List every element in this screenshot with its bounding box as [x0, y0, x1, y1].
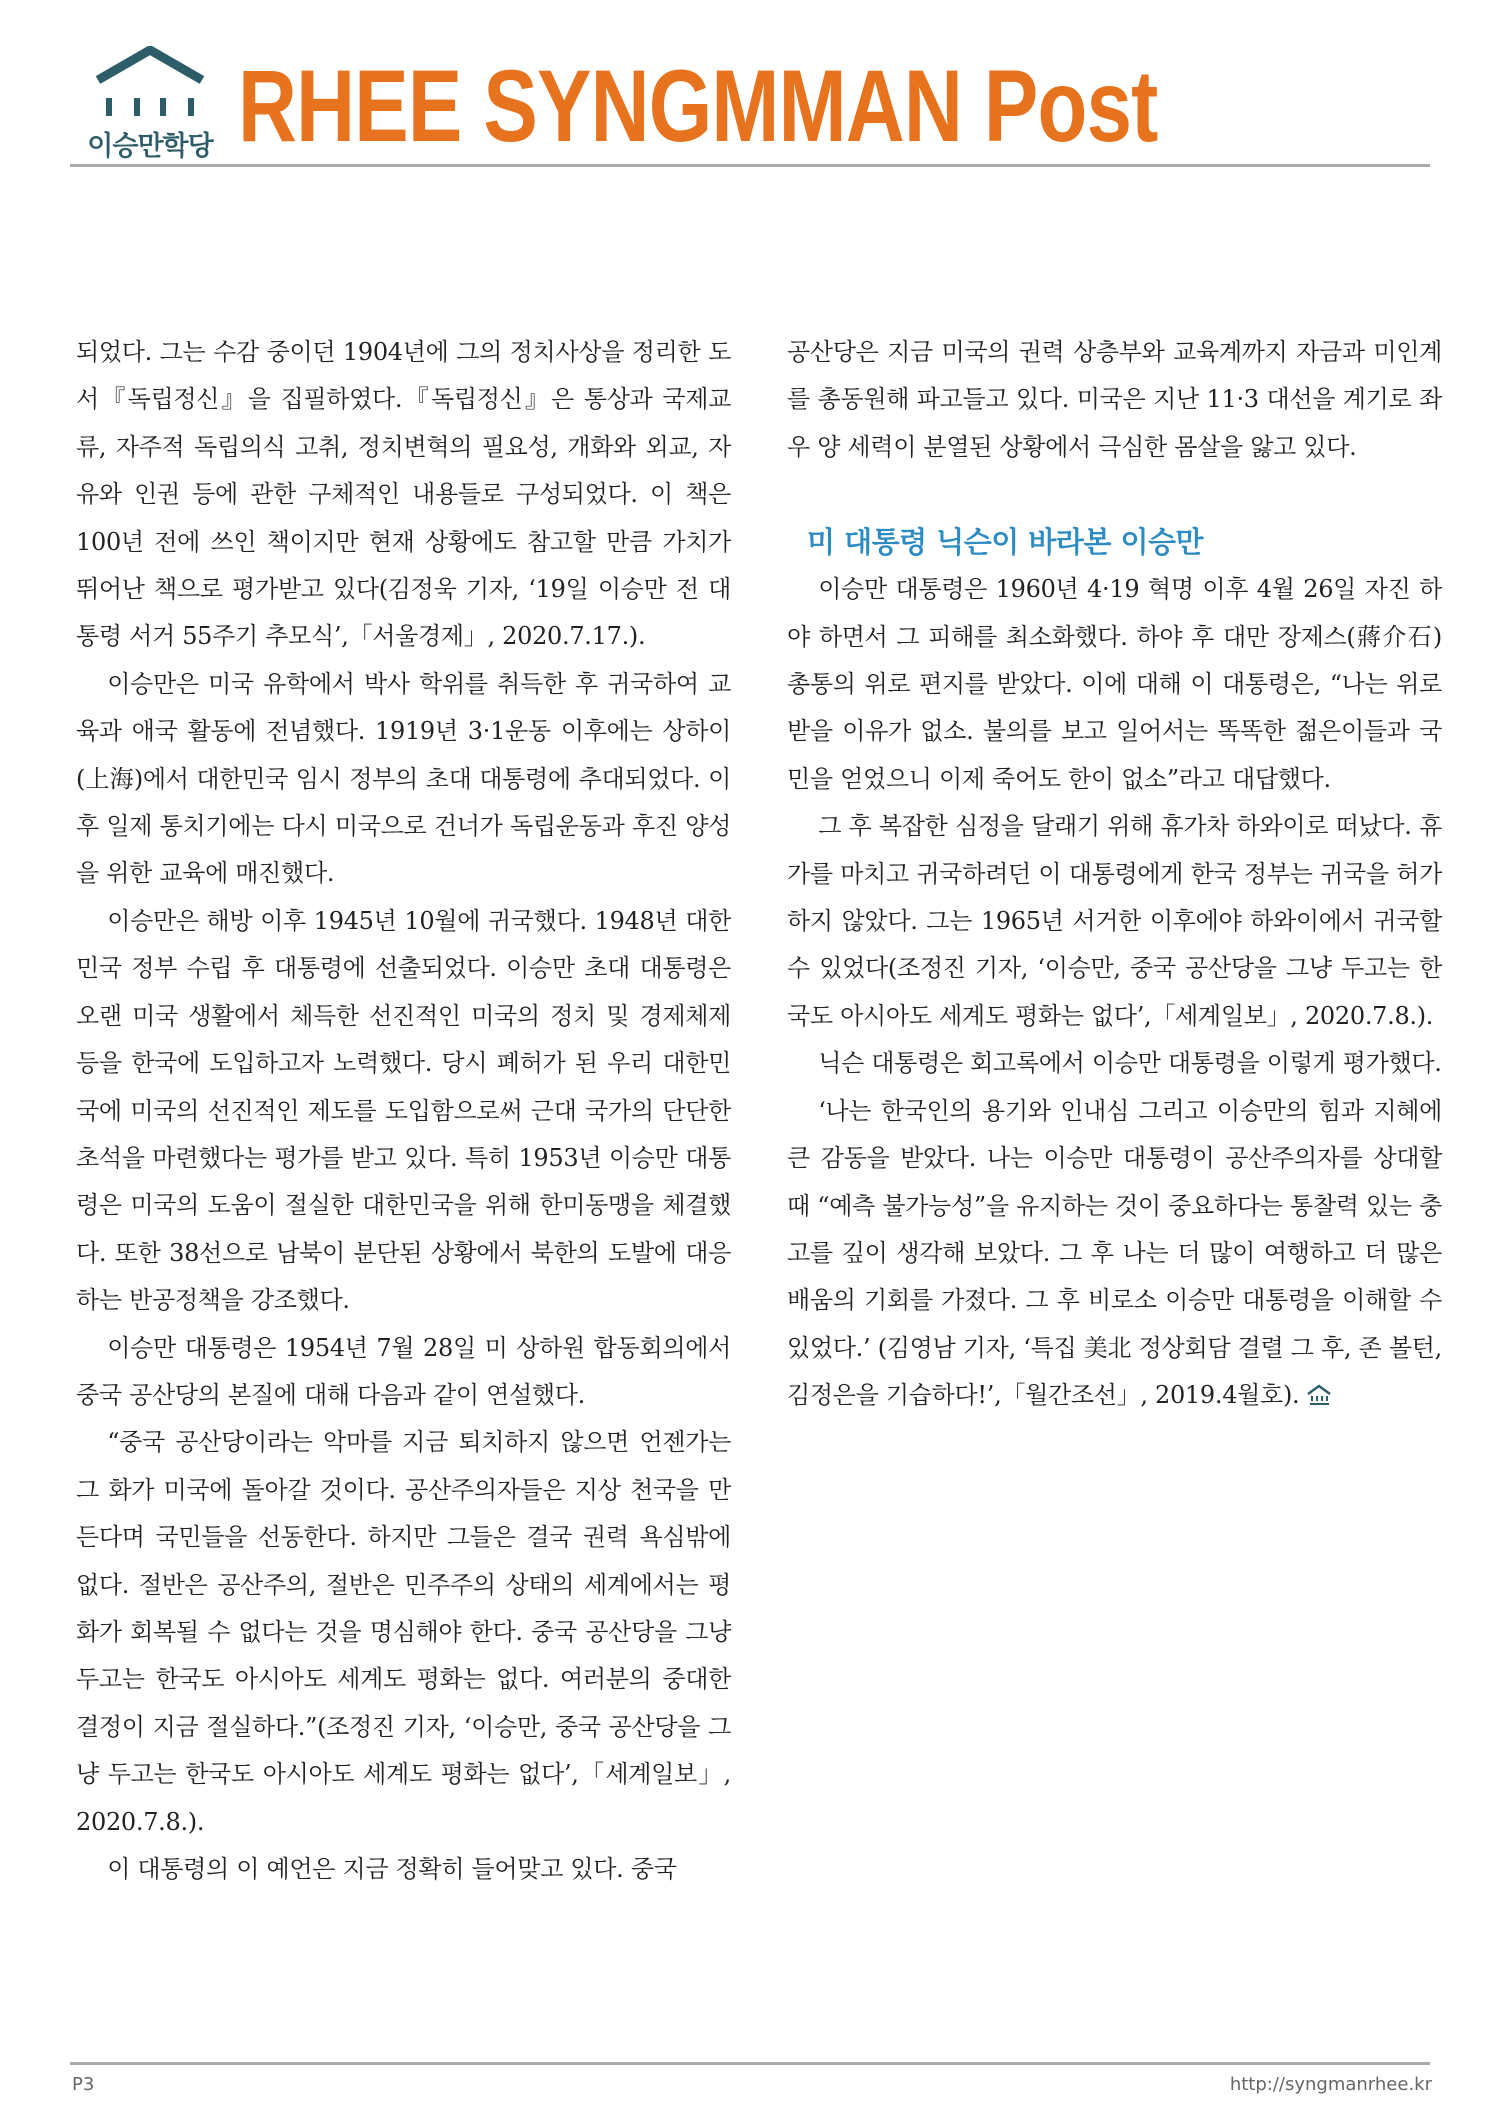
page-number: P3: [72, 2074, 95, 2095]
left-paragraph-5: “중국 공산당이라는 악마를 지금 퇴치하지 않으면 언젠가는 그 화가 미국에 돌아갈 것이다. 공산주의자들은 지상 천국을 만든다며 국민들을 선동한다. 하지만 그들은 결국 권력 욕심밖에 없다. 절반은 공산주의, 절반은 민주주의 상태의 세계에서는 평화가 회복될 수 없다는 것을 명심해야 한다. 중국 공산당을 그냥 두고는 한국도 아시아도 세계도 평화는 없다. 여러분의 중대한 결정이 지금 절실하다.”(조정진 기자, ‘이승만, 중국 공산당을 그냥 두고는 한국도 아시아도 세계도 평화는 없다’,「세계일보」, 2020.7.8.).: [76, 1428, 731, 1836]
right-paragraph-3: 닉슨 대통령은 회고록에서 이승만 대통령을 이렇게 평가했다.: [818, 1049, 1442, 1078]
masthead: [70, 40, 1430, 166]
right-intro-paragraph: 공산당은 지금 미국의 권력 상층부와 교육계까지 자금과 미인계를 총동원해 파고들고 있다. 미국은 지난 11·3 대선을 계기로 좌우 양 세력이 분열된 상황에서 극심한 몸살을 앓고 있다.: [787, 338, 1442, 461]
left-paragraph-2: 이승만은 미국 유학에서 박사 학위를 취득한 후 귀국하여 교육과 애국 활동에 전념했다. 1919년 3·1운동 이후에는 상하이(上海)에서 대한민국 임시 정부의 초대 대통령에 추대되었다. 이후 일제 통치기에는 다시 미국으로 건너가 독립운동과 후진 양성을 위한 교육에 매진했다.: [76, 669, 731, 888]
footer-divider: [70, 2062, 1430, 2065]
header-divider: [70, 164, 1430, 167]
left-paragraph-6: 이 대통령의 이 예언은 지금 정확히 들어맞고 있다. 중국: [107, 1855, 677, 1883]
left-paragraph-3: 이승만은 해방 이후 1945년 10월에 귀국했다. 1948년 대한민국 정부 수립 후 대통령에 선출되었다. 이승만 초대 대통령은 오랜 미국 생활에서 체득한 선진적인 미국의 정치 및 경제체제 등을 한국에 도입하고자 노력했다. 당시 폐허가 된 우리 대한민국에 미국의 선진적인 제도를 도입함으로써 근대 국가의 단단한 초석을 마련했다는 평가를 받고 있다. 특히 1953년 이승만 대통령은 미국의 도움이 절실한 대한민국을 위해 한미동맹을 체결했다. 또한 38선으로 남북이 분단된 상황에서 북한의 도발에 대응하는 반공정책을 강조했다.: [76, 906, 731, 1315]
publication-title: RHEE SYNGMMAN Post: [238, 49, 1158, 163]
logo-text: 이승만학당: [87, 131, 213, 162]
right-paragraph-4-text: ‘나는 한국인의 용기와 인내심 그리고 이승만의 힘과 지혜에 큰 감동을 받았다. 나는 이승만 대통령이 공산주의자를 상대할 때 “예측 불가능성”을 유지하는 것이 중요하다는 통찰력 있는 충고를 깊이 생각해 보았다. 그 후 나는 더 많이 여행하고 더 많은 배움의 기회를 가졌다. 그 후 비로소 이승만 대통령을 이해할 수 있었다.’ (김영남 기자, ‘특집 美北 정상회담 결렬 그 후, 존 볼턴, 김정은을 기습하다!’,「월간조선」, 2019.4월호).: [787, 1096, 1442, 1410]
left-paragraph-1: 되었다. 그는 수감 중이던 1904년에 그의 정치사상을 정리한 도서『독립정신』을 집필하였다.『독립정신』은 통상과 국제교류, 자주적 독립의식 고취, 정치변혁의 필요성, 개화와 외교, 자유와 인권 등에 관한 구체적인 내용들로 구성되었다. 이 책은 100년 전에 쓰인 책이지만 현재 상황에도 참고할 만큼 가치가 뛰어난 책으로 평가받고 있다(김정욱 기자, ‘19일 이승만 전 대통령 서거 55주기 추모식’,「서울경제」, 2020.7.17.).: [76, 338, 731, 651]
right-column: [787, 329, 1442, 1420]
end-logo-icon: [1305, 1383, 1333, 1407]
right-paragraph-2: 그 후 복잡한 심정을 달래기 위해 휴가차 하와이로 떠났다. 휴가를 마치고 귀국하려던 이 대통령에게 한국 정부는 귀국을 허가하지 않았다. 그는 1965년 서거한 이후에야 하와이에서 귀국할 수 있었다(조정진 기자, ‘이승만, 중국 공산당을 그냥 두고는 한국도 아시아도 세계도 평화는 없다’,「세계일보」, 2020.7.8.).: [787, 812, 1442, 1030]
site-url[interactable]: http://syngmanrhee.kr: [1229, 2074, 1432, 2095]
logo: [70, 46, 230, 162]
section-heading: 미 대통령 닉슨이 바라본 이승만: [807, 525, 1204, 560]
left-paragraph-4: 이승만 대통령은 1954년 7월 28일 미 상하원 합동회의에서 중국 공산당의 본질에 대해 다음과 같이 연설했다.: [76, 1333, 731, 1409]
right-paragraph-1: 이승만 대통령은 1960년 4·19 혁명 이후 4월 26일 자진 하야 하면서 그 피해를 최소화했다. 하야 후 대만 장제스(蔣介石) 총통의 위로 편지를 받았다. 이에 대해 이 대통령은, “나는 위로받을 이유가 없소. 불의를 보고 일어서는 똑똑한 젊은이들과 국민을 얻었으니 이제 죽어도 한이 없소”라고 대답했다.: [787, 575, 1442, 793]
right-paragraph-4: [787, 1088, 1442, 1420]
house-logo-icon: [92, 46, 208, 118]
left-column: [76, 329, 731, 1893]
